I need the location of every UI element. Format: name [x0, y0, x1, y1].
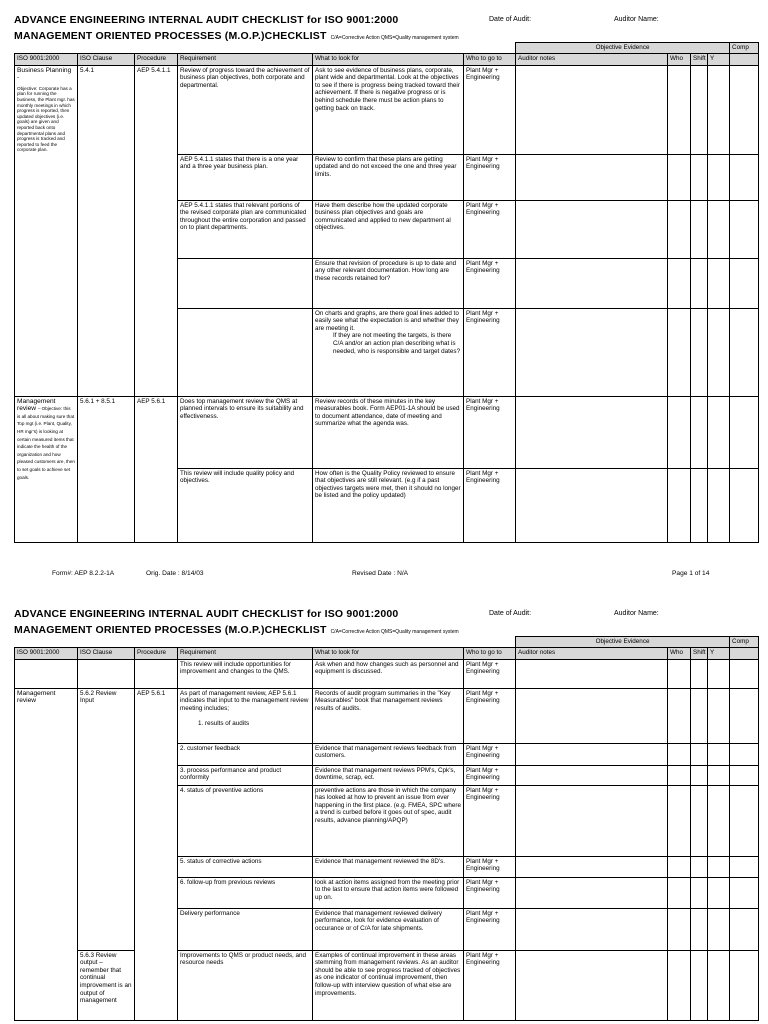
y-field[interactable] — [708, 308, 730, 396]
look-for-text-b: If they are not meeting the targets, is there C/A and/or an action plan describing what is needed, who is responsible and target dates? — [333, 332, 461, 355]
look-for-cell: Ensure that revision of procedure is up to date and any other relevant documentation. How long are these records retained for? — [313, 258, 464, 308]
requirement-cell: Does top management review the QMS at planned intervals to ensure its suitability and effectiveness. — [178, 396, 313, 468]
section-cell — [15, 65, 78, 396]
section-objective: Objective: Corporate has a plan for running the business, the Plant mgr. has monthly meetings in which progress is reported, then updated objectives (i.e. goals) are given and reported back onto departmental plans and progress is tracked and reported to feed the corporate plan. — [17, 85, 75, 153]
iso-column-header: ISO 9001:2000 — [15, 647, 78, 659]
clause-cell — [78, 659, 135, 688]
section-name: Management review — [17, 397, 56, 413]
auditor-notes-field[interactable] — [516, 950, 668, 1020]
y-field[interactable] — [708, 743, 730, 765]
auditor-notes-field[interactable] — [516, 396, 668, 468]
auditor-notes-field[interactable] — [516, 308, 668, 396]
iso-column-header: ISO 9001:2000 — [15, 53, 78, 65]
look-for-text-a: On charts and graphs, are there goal lines added to easily see what the expectation is and whether they are meeting it. — [315, 309, 459, 332]
comp-field[interactable] — [730, 65, 759, 154]
look-for-cell: Evidence that management reviewed the 8D's. — [313, 856, 464, 877]
comp-field[interactable] — [730, 743, 759, 765]
procedure-column-header: Procedure — [135, 647, 178, 659]
look-for-cell: Evidence that management reviews feedback from customers. — [313, 743, 464, 765]
comp-blank-header — [730, 53, 759, 65]
who-cell: Plant Mgr + Engineering — [464, 743, 516, 765]
requirement-cell: This review will include opportunities for improvement and changes to the QMS. — [178, 659, 313, 688]
requirement-cell — [178, 308, 313, 396]
shift-header: Shift — [691, 53, 708, 65]
objective-evidence-header: Objective Evidence — [516, 637, 730, 648]
y-field[interactable] — [708, 258, 730, 308]
auditor-notes-field[interactable] — [516, 856, 668, 877]
who-cell: Plant Mgr + Engineering — [464, 396, 516, 468]
shift-header: Shift — [691, 647, 708, 659]
look-for-cell: Ask when and how changes such as personnel and equipment is discussed. — [313, 659, 464, 688]
look-for-cell: Evidence that management reviews PPM's, Cpk's, downtime, scrap, ect. — [313, 765, 464, 785]
requirement-cell: Review of progress toward the achievement of business plan objectives, both corporate and departmental. — [178, 65, 313, 154]
comp-field[interactable] — [730, 856, 759, 877]
page-number: Page 1 of 14 — [672, 570, 710, 577]
checklist-title: ADVANCE ENGINEERING INTERNAL AUDIT CHECKLIST for ISO 9001:2000 — [14, 608, 399, 620]
auditor-notes-field[interactable] — [516, 65, 668, 154]
look-for-cell: Ask to see evidence of business plans, corporate, plant wide and departmental. Look at the objectives to see if there is progress being tracked toward their achievement. If there is negative progress or is behind schedule there must be action plans to getting back on track. — [313, 65, 464, 154]
comp-blank-header — [730, 647, 759, 659]
who-field[interactable] — [668, 258, 691, 308]
auditor-notes-field[interactable] — [516, 908, 668, 950]
auditor-notes-field[interactable] — [516, 765, 668, 785]
shift-field[interactable] — [691, 785, 708, 856]
section-cell — [15, 688, 78, 1020]
requirement-cell: AEP 5.4.1.1 states that relevant portions of the revised corporate plan are communicated throughout the entire corporation and passed on to plant departments. — [178, 200, 313, 258]
comp-field[interactable] — [730, 877, 759, 908]
requirement-cell: 5. status of corrective actions — [178, 856, 313, 877]
comp-header: Comp — [730, 43, 759, 54]
auditor-notes-field[interactable] — [516, 258, 668, 308]
who-cell: Plant Mgr + Engineering — [464, 65, 516, 154]
requirement-cell — [178, 258, 313, 308]
requirement-cell: AEP 5.4.1.1 states that there is a one year and a three year business plan. — [178, 154, 313, 200]
who-field[interactable] — [668, 743, 691, 765]
who-cell: Plant Mgr + Engineering — [464, 856, 516, 877]
who-field[interactable] — [668, 396, 691, 468]
auditor-notes-field[interactable] — [516, 743, 668, 765]
y-header: Y — [708, 647, 730, 659]
who-field[interactable] — [668, 65, 691, 154]
procedure-cell: AEP 5.4.1.1 — [135, 65, 178, 396]
auditor-notes-field[interactable] — [516, 200, 668, 258]
who-cell: Plant Mgr + Engineering — [464, 308, 516, 396]
who-field[interactable] — [668, 877, 691, 908]
date-of-audit-label: Date of Audit: — [489, 16, 532, 23]
y-field[interactable] — [708, 659, 730, 688]
section-name: Management review — [17, 689, 56, 705]
shift-field[interactable] — [691, 908, 708, 950]
original-date: Orig. Date : 8/14/03 — [146, 570, 204, 577]
shift-field[interactable] — [691, 950, 708, 1020]
y-field[interactable] — [708, 765, 730, 785]
who-cell: Plant Mgr + Engineering — [464, 908, 516, 950]
table-row — [15, 950, 759, 1020]
shift-field[interactable] — [691, 688, 708, 743]
clause-column-header: ISO Clause — [78, 53, 135, 65]
comp-field[interactable] — [730, 688, 759, 743]
look-for-cell: Evidence that management reviewed delivery performance, look for evidence evaluation of occurance or of C/A for late shipments. — [313, 908, 464, 950]
who-field[interactable] — [668, 154, 691, 200]
who-to-go-to-header: Who to go to — [464, 647, 516, 659]
auditor-notes-field[interactable] — [516, 659, 668, 688]
comp-field[interactable] — [730, 308, 759, 396]
who-cell: Plant Mgr + Engineering — [464, 688, 516, 743]
who-field[interactable] — [668, 688, 691, 743]
procedure-column-header: Procedure — [135, 53, 178, 65]
procedure-cell: AEP 5.6.1 — [135, 396, 178, 542]
clause-cell: 5.6.1 + 8.5.1 — [78, 396, 135, 542]
look-for-cell — [313, 308, 464, 396]
legend: C/A=Corrective Action QMS=Quality management system — [330, 629, 459, 635]
y-field[interactable] — [708, 908, 730, 950]
who-to-go-to-header: Who to go to — [464, 53, 516, 65]
auditor-notes-field[interactable] — [516, 785, 668, 856]
page-2 — [0, 598, 768, 1024]
who-field[interactable] — [668, 200, 691, 258]
requirement-cell — [178, 688, 313, 743]
requirement-text: As part of management review, AEP 5.6.1 indicates that input to the management review meeting includes; — [180, 689, 309, 712]
who-cell: Plant Mgr + Engineering — [464, 154, 516, 200]
auditor-name-label: Auditor Name: — [614, 610, 659, 617]
section-name: Business Planning - — [17, 66, 72, 82]
table-row — [15, 659, 759, 688]
clause-cell: 5.6.3 Review output – remember that continual improvement is an output of management — [78, 950, 135, 1020]
shift-field[interactable] — [691, 856, 708, 877]
table-row — [15, 688, 759, 743]
auditor-notes-field[interactable] — [516, 468, 668, 542]
auditor-name-label: Auditor Name: — [614, 16, 659, 23]
procedure-cell — [135, 659, 178, 688]
who-header: Who — [668, 647, 691, 659]
who-cell: Plant Mgr + Engineering — [464, 877, 516, 908]
comp-field[interactable] — [730, 200, 759, 258]
requirement-column-header: Requirement — [178, 647, 313, 659]
auditor-notes-header: Auditor notes — [516, 53, 668, 65]
comp-field[interactable] — [730, 659, 759, 688]
who-cell: Plant Mgr + Engineering — [464, 200, 516, 258]
audit-table-page-2 — [14, 636, 759, 1021]
section-cell — [15, 659, 78, 688]
comp-field[interactable] — [730, 468, 759, 542]
who-field[interactable] — [668, 659, 691, 688]
audit-table-page-1 — [14, 42, 759, 543]
who-field[interactable] — [668, 785, 691, 856]
y-field[interactable] — [708, 200, 730, 258]
requirement-cell: 2. customer feedback — [178, 743, 313, 765]
who-field[interactable] — [668, 908, 691, 950]
objective-evidence-header: Objective Evidence — [516, 43, 730, 54]
requirement-cell: 6. follow-up from previous reviews — [178, 877, 313, 908]
who-field[interactable] — [668, 950, 691, 1020]
section-objective: – Objective: this is all about making sure that Top mgt (i.e. Plant, Quality, HR mgr's) is looking at certain measured items that indicate the health of the organization and how pleased customers are, then to set goals to achieve set goals. — [17, 406, 75, 480]
requirement-cell: This review will include quality policy and objectives. — [178, 468, 313, 542]
revised-date: Revised Date : N/A — [352, 570, 409, 577]
who-field[interactable] — [668, 468, 691, 542]
shift-field[interactable] — [691, 468, 708, 542]
look-for-cell: Review to confirm that these plans are getting updated and do not exceed the one and three year limits. — [313, 154, 464, 200]
look-for-cell: Records of audit program summaries in the "Key Measurables" book that management reviews results of audits. — [313, 688, 464, 743]
who-field[interactable] — [668, 765, 691, 785]
shift-field[interactable] — [691, 659, 708, 688]
auditor-notes-field[interactable] — [516, 154, 668, 200]
requirement-cell: Improvements to QMS or product needs, and resource needs — [178, 950, 313, 1020]
y-field[interactable] — [708, 65, 730, 154]
comp-header: Comp — [730, 637, 759, 648]
y-field[interactable] — [708, 468, 730, 542]
shift-field[interactable] — [691, 154, 708, 200]
shift-field[interactable] — [691, 258, 708, 308]
comp-field[interactable] — [730, 396, 759, 468]
checklist-subtitle: MANAGEMENT ORIENTED PROCESSES (M.O.P.)CHECKLIST C/A=Corrective Action QMS=Quality management system — [14, 30, 459, 42]
section-cell — [15, 396, 78, 542]
look-for-cell: preventive actions are those in which the company has looked at how to prevent an issue from ever happening in the first place. (e.g. FMEA, SPC where a trend is curbed before it goes out of spec, audit results, advance planning/APQP) — [313, 785, 464, 856]
clause-cell: 5.4.1 — [78, 65, 135, 396]
who-cell: Plant Mgr + Engineering — [464, 765, 516, 785]
shift-field[interactable] — [691, 396, 708, 468]
y-header: Y — [708, 53, 730, 65]
checklist-subtitle: MANAGEMENT ORIENTED PROCESSES (M.O.P.)CHECKLIST C/A=Corrective Action QMS=Quality management system — [14, 624, 459, 636]
look-for-cell: Examples of continual improvement in these areas stemming from management reviews. As an auditor should be able to see progress tracked of objectives as one indicator of continual improvement, then follow-up with interview question of what else are improvements. — [313, 950, 464, 1020]
auditor-notes-field[interactable] — [516, 688, 668, 743]
shift-field[interactable] — [691, 308, 708, 396]
who-cell: Plant Mgr + Engineering — [464, 950, 516, 1020]
procedure-cell: AEP 5.6.1 — [135, 688, 178, 1020]
y-field[interactable] — [708, 396, 730, 468]
table-row — [15, 396, 759, 468]
comp-field[interactable] — [730, 908, 759, 950]
comp-field[interactable] — [730, 258, 759, 308]
y-field[interactable] — [708, 877, 730, 908]
comp-field[interactable] — [730, 950, 759, 1020]
look-for-cell: How often is the Quality Policy reviewed to ensure that objectives are still relevant. (e.g if a past objectives targets were met, then it should no longer be listed and the policy updated) — [313, 468, 464, 542]
shift-field[interactable] — [691, 765, 708, 785]
auditor-notes-header: Auditor notes — [516, 647, 668, 659]
who-cell: Plant Mgr + Engineering — [464, 659, 516, 688]
look-for-column-header: What to look for — [313, 53, 464, 65]
auditor-notes-field[interactable] — [516, 877, 668, 908]
comp-field[interactable] — [730, 154, 759, 200]
clause-cell: 5.6.2 Review Input — [78, 688, 135, 950]
who-cell: Plant Mgr + Engineering — [464, 468, 516, 542]
shift-field[interactable] — [691, 877, 708, 908]
requirement-cell: Delivery performance — [178, 908, 313, 950]
comp-field[interactable] — [730, 765, 759, 785]
who-header: Who — [668, 53, 691, 65]
who-field[interactable] — [668, 308, 691, 396]
form-number: Form#: AEP 8.2.2-1A — [52, 570, 115, 577]
comp-field[interactable] — [730, 785, 759, 856]
shift-field[interactable] — [691, 200, 708, 258]
who-field[interactable] — [668, 856, 691, 877]
checklist-title: ADVANCE ENGINEERING INTERNAL AUDIT CHECKLIST for ISO 9001:2000 — [14, 14, 399, 26]
look-for-cell: look at action items assigned from the meeting prior to the last to ensure that action items were followed up on. — [313, 877, 464, 908]
shift-field[interactable] — [691, 65, 708, 154]
legend: C/A=Corrective Action QMS=Quality management system — [330, 35, 459, 41]
y-field[interactable] — [708, 785, 730, 856]
look-for-cell: Have them describe how the updated corporate business plan objectives and goals are communicated and applied to new department al objectives. — [313, 200, 464, 258]
who-cell: Plant Mgr + Engineering — [464, 258, 516, 308]
requirement-subitem: 1. results of audits — [198, 720, 250, 728]
y-field[interactable] — [708, 950, 730, 1020]
y-field[interactable] — [708, 154, 730, 200]
y-field[interactable] — [708, 856, 730, 877]
who-cell: Plant Mgr + Engineering — [464, 785, 516, 856]
requirement-column-header: Requirement — [178, 53, 313, 65]
date-of-audit-label: Date of Audit: — [489, 610, 532, 617]
look-for-column-header: What to look for — [313, 647, 464, 659]
clause-column-header: ISO Clause — [78, 647, 135, 659]
requirement-cell: 3. process performance and product conformity — [178, 765, 313, 785]
y-field[interactable] — [708, 688, 730, 743]
shift-field[interactable] — [691, 743, 708, 765]
look-for-cell: Review records of these minutes in the key measurables book. Form AEP01-1A should be used to document attendance, date of meeting and summarize what the agenda was. — [313, 396, 464, 468]
table-row — [15, 65, 759, 154]
requirement-cell: 4. status of preventive actions — [178, 785, 313, 856]
